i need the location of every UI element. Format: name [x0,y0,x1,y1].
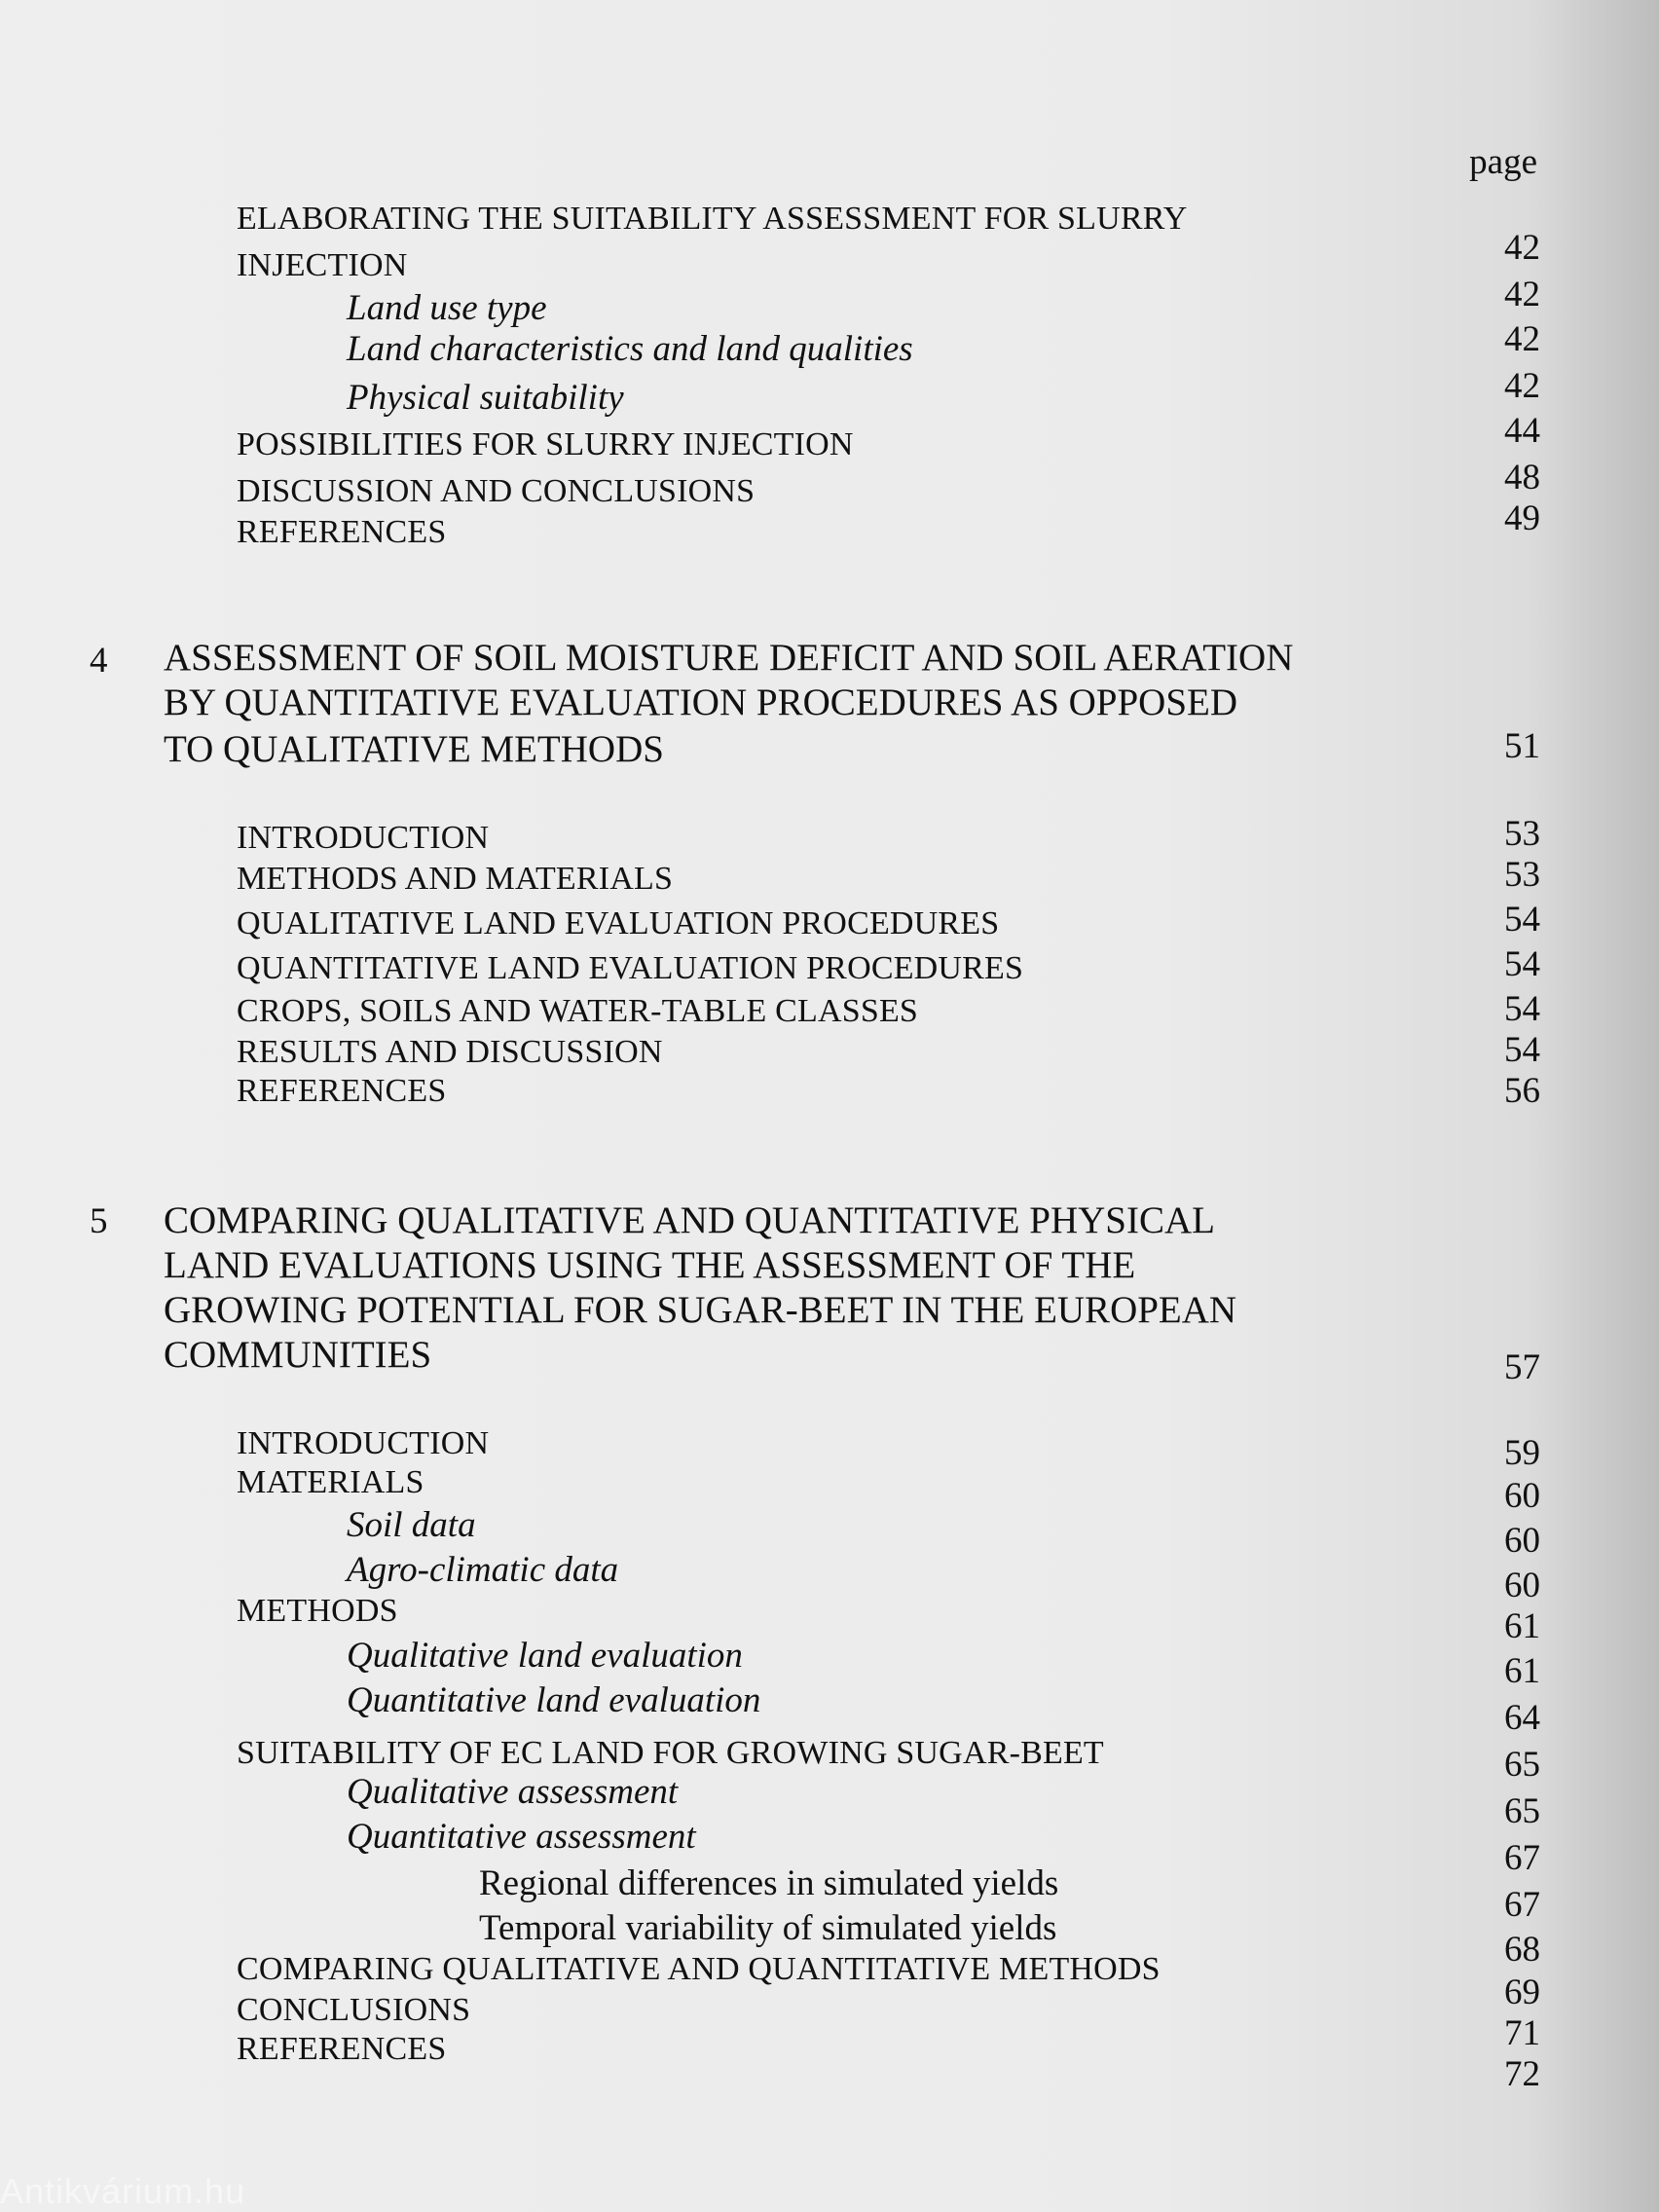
toc-entry-subsubsection: Temporal variability of simulated yields [479,1908,1057,1948]
toc-page-number: 54 [1504,989,1540,1029]
toc-entry-heading: ELABORATING THE SUITABILITY ASSESSMENT FOR SLURRY [237,201,1188,237]
toc-page-number: 54 [1504,1030,1540,1070]
toc-page-number: 42 [1504,275,1540,314]
toc-page-number: 68 [1504,1930,1540,1970]
toc-entry-heading: METHODS AND MATERIALS [237,861,674,897]
toc-entry-subsection: Quantitative assessment [347,1817,696,1857]
toc-page-number: 59 [1504,1433,1540,1473]
toc-page-number: 60 [1504,1521,1540,1561]
toc-page-number: 67 [1504,1838,1540,1878]
toc-page-number: 42 [1504,366,1540,406]
toc-page-number: 61 [1504,1606,1540,1646]
toc-page-number: 60 [1504,1566,1540,1605]
chapter-title-line: LAND EVALUATIONS USING THE ASSESSMENT OF THE [164,1244,1136,1286]
toc-entry-heading: DISCUSSION AND CONCLUSIONS [237,473,756,509]
toc-page-number: 71 [1504,2013,1540,2053]
toc-entry-subsection: Qualitative land evaluation [347,1636,743,1676]
toc-entry-subsubsection: Regional differences in simulated yields [479,1863,1059,1903]
toc-entry-heading: QUALITATIVE LAND EVALUATION PROCEDURES [237,905,1000,941]
chapter-title-line: COMMUNITIES [164,1334,432,1376]
toc-entry-heading: COMPARING QUALITATIVE AND QUANTITATIVE METHODS [237,1951,1161,1987]
toc-page-number: 72 [1504,2054,1540,2094]
toc-page-number: 53 [1504,814,1540,854]
toc-page-number: 48 [1504,458,1540,498]
toc-page-number: 61 [1504,1651,1540,1691]
toc-page-number: 42 [1504,319,1540,359]
toc-entry-heading: CROPS, SOILS AND WATER-TABLE CLASSES [237,993,919,1029]
chapter-title-line: BY QUANTITATIVE EVALUATION PROCEDURES AS OPPOSED [164,682,1238,723]
toc-entry-subsection: Land use type [347,288,547,328]
toc-entry-heading: METHODS [237,1593,398,1629]
chapter-title-line: ASSESSMENT OF SOIL MOISTURE DEFICIT AND SOIL AERATION [164,637,1294,679]
toc-page-number: 44 [1504,411,1540,451]
toc-entry-subsection: Qualitative assessment [347,1772,679,1812]
page-column-label: page [1469,142,1537,182]
toc-page-number: 69 [1504,1972,1540,2012]
watermark: Antikvárium.hu [0,2171,246,2211]
toc-page-number: 57 [1504,1347,1540,1387]
toc-entry-subsection: Agro-climatic data [347,1550,619,1590]
toc-entry-heading: INJECTION [237,247,408,283]
toc-page-number: 53 [1504,855,1540,895]
toc-page-number: 42 [1504,228,1540,268]
toc-entry-heading: RESULTS AND DISCUSSION [237,1034,663,1070]
toc-page-number: 56 [1504,1071,1540,1111]
toc-entry-heading: REFERENCES [237,2031,447,2067]
toc-page-number: 54 [1504,944,1540,984]
toc-entry-subsection: Physical suitability [347,378,624,418]
toc-entry-heading: POSSIBILITIES FOR SLURRY INJECTION [237,426,854,462]
toc-entry-heading: SUITABILITY OF EC LAND FOR GROWING SUGAR-BEET [237,1735,1104,1771]
toc-page-number: 64 [1504,1698,1540,1738]
toc-entry-subsection: Land characteristics and land qualities [347,329,913,369]
chapter-number: 5 [90,1201,108,1241]
toc-entry-heading: MATERIALS [237,1464,424,1500]
toc-page-number: 65 [1504,1791,1540,1831]
toc-page-number: 54 [1504,900,1540,940]
chapter-title-line: TO QUALITATIVE METHODS [164,728,664,770]
toc-entry-heading: INTRODUCTION [237,1425,490,1461]
toc-page-number: 51 [1504,726,1540,766]
toc-entry-subsection: Soil data [347,1505,476,1545]
toc-entry-subsection: Quantitative land evaluation [347,1680,761,1720]
toc-page-number: 60 [1504,1476,1540,1516]
chapter-title-line: GROWING POTENTIAL FOR SUGAR-BEET IN THE EUROPEAN [164,1289,1237,1331]
toc-entry-heading: CONCLUSIONS [237,1992,471,2028]
toc-page-number: 67 [1504,1885,1540,1925]
toc-page-number: 49 [1504,498,1540,538]
chapter-number: 4 [90,641,108,681]
chapter-title-line: COMPARING QUALITATIVE AND QUANTITATIVE PHYSICAL [164,1199,1215,1241]
toc-entry-heading: REFERENCES [237,514,447,550]
toc-entry-heading: QUANTITATIVE LAND EVALUATION PROCEDURES [237,950,1024,986]
toc-page-number: 65 [1504,1745,1540,1785]
toc-entry-heading: INTRODUCTION [237,820,490,856]
toc-entry-heading: REFERENCES [237,1073,447,1109]
